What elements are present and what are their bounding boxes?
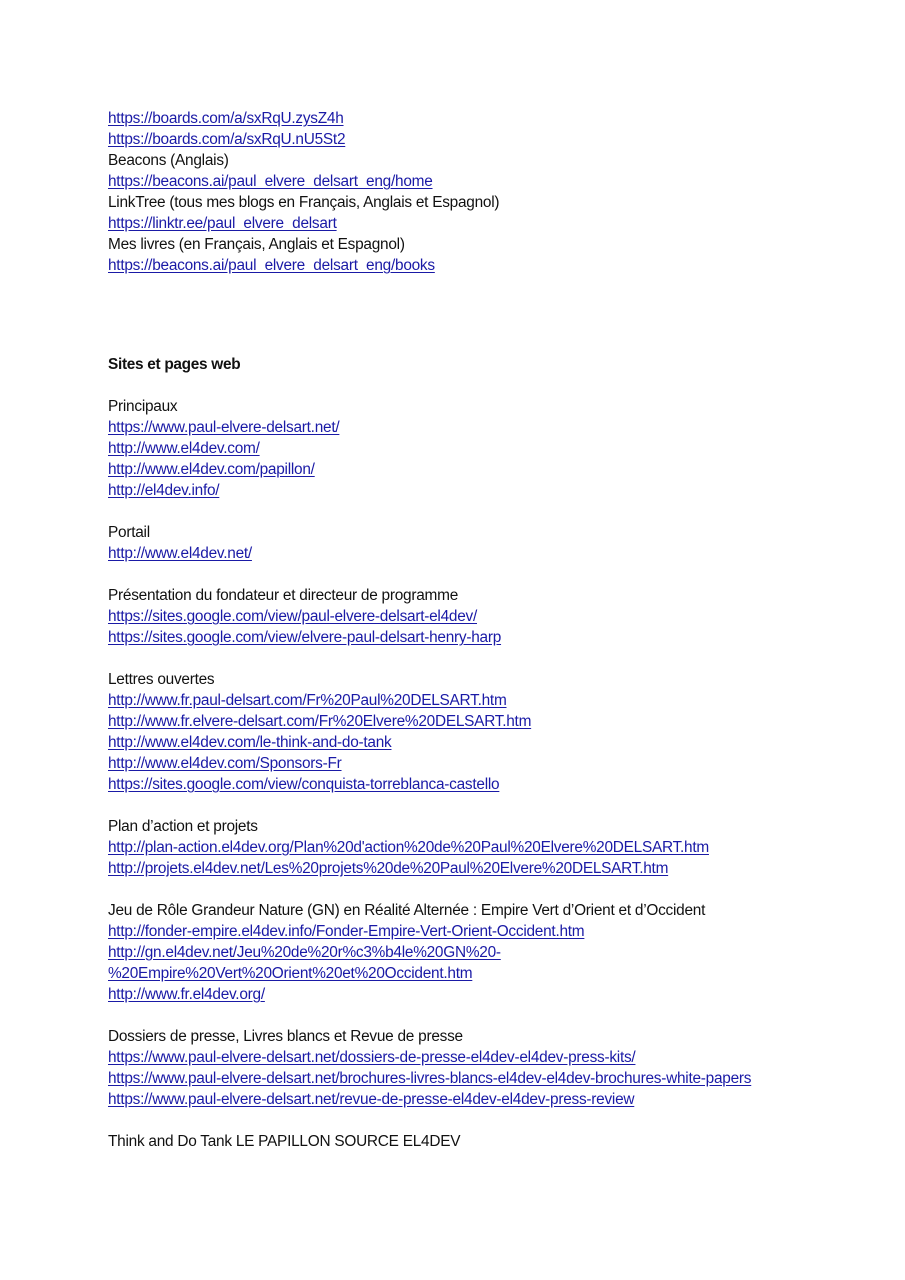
books-link[interactable]: https://beacons.ai/paul_elvere_delsart_eng/books xyxy=(108,257,435,274)
section-label-think-and-do-tank: Think and Do Tank LE PAPILLON SOURCE EL4DEV xyxy=(108,1133,461,1150)
linktree-label: LinkTree (tous mes blogs en Français, Anglais et Espagnol) xyxy=(108,194,500,211)
section-label-jeu-de-role: Jeu de Rôle Grandeur Nature (GN) en Réalité Alternée : Empire Vert d’Orient et d’Occident xyxy=(108,902,706,919)
section-link[interactable]: https://www.paul-elvere-delsart.net/revue-de-presse-el4dev-el4dev-press-review xyxy=(108,1091,635,1108)
section-link[interactable]: http://www.fr.el4dev.org/ xyxy=(108,986,265,1003)
section-link[interactable]: http://fonder-empire.el4dev.info/Fonder-Empire-Vert-Orient-Occident.htm xyxy=(108,923,585,940)
spacer xyxy=(108,276,888,354)
spacer xyxy=(108,1005,888,1026)
section-label-principaux: Principaux xyxy=(108,398,178,415)
boards-link-1[interactable]: https://boards.com/a/sxRqU.zysZ4h xyxy=(108,110,344,127)
section-link[interactable]: http://www.el4dev.com/le-think-and-do-tank xyxy=(108,734,392,751)
section-label-presentation: Présentation du fondateur et directeur de programme xyxy=(108,587,458,604)
spacer xyxy=(108,375,888,396)
section-heading: Sites et pages web xyxy=(108,356,241,373)
section-link[interactable]: http://gn.el4dev.net/Jeu%20de%20r%c3%b4le%20GN%20- xyxy=(108,944,501,961)
section-link[interactable]: https://sites.google.com/view/elvere-paul-delsart-henry-harp xyxy=(108,629,502,646)
beacons-label: Beacons (Anglais) xyxy=(108,152,229,169)
section-link[interactable]: http://projets.el4dev.net/Les%20projets%20de%20Paul%20Elvere%20DELSART.htm xyxy=(108,860,669,877)
section-link[interactable]: https://sites.google.com/view/paul-elvere-delsart-el4dev/ xyxy=(108,608,477,625)
boards-link-2[interactable]: https://boards.com/a/sxRqU.nU5St2 xyxy=(108,131,346,148)
section-link[interactable]: %20Empire%20Vert%20Orient%20et%20Occident.htm xyxy=(108,965,473,982)
section-label-lettres: Lettres ouvertes xyxy=(108,671,215,688)
section-link[interactable]: https://www.paul-elvere-delsart.net/dossiers-de-presse-el4dev-el4dev-press-kits/ xyxy=(108,1049,636,1066)
section-link[interactable]: http://www.el4dev.net/ xyxy=(108,545,252,562)
section-link[interactable]: http://el4dev.info/ xyxy=(108,482,220,499)
spacer xyxy=(108,795,888,816)
spacer xyxy=(108,879,888,900)
section-link[interactable]: http://www.fr.paul-delsart.com/Fr%20Paul%20DELSART.htm xyxy=(108,692,507,709)
spacer xyxy=(108,1110,888,1131)
section-link[interactable]: https://sites.google.com/view/conquista-torreblanca-castello xyxy=(108,776,500,793)
books-label: Mes livres (en Français, Anglais et Espagnol) xyxy=(108,236,405,253)
spacer xyxy=(108,564,888,585)
document-page xyxy=(108,108,888,1152)
spacer xyxy=(108,501,888,522)
section-link[interactable]: http://www.el4dev.com/ xyxy=(108,440,260,457)
section-label-portail: Portail xyxy=(108,524,150,541)
section-link[interactable]: https://www.paul-elvere-delsart.net/brochures-livres-blancs-el4dev-el4dev-brochures-white-papers xyxy=(108,1070,752,1087)
beacons-link[interactable]: https://beacons.ai/paul_elvere_delsart_eng/home xyxy=(108,173,433,190)
section-link[interactable]: http://www.el4dev.com/Sponsors-Fr xyxy=(108,755,342,772)
linktree-link[interactable]: https://linktr.ee/paul_elvere_delsart xyxy=(108,215,337,232)
section-link[interactable]: http://plan-action.el4dev.org/Plan%20d'action%20de%20Paul%20Elvere%20DELSART.htm xyxy=(108,839,709,856)
section-link[interactable]: http://www.fr.elvere-delsart.com/Fr%20Elvere%20DELSART.htm xyxy=(108,713,532,730)
section-label-dossiers-presse: Dossiers de presse, Livres blancs et Revue de presse xyxy=(108,1028,463,1045)
section-link[interactable]: http://www.el4dev.com/papillon/ xyxy=(108,461,315,478)
section-link[interactable]: https://www.paul-elvere-delsart.net/ xyxy=(108,419,340,436)
spacer xyxy=(108,648,888,669)
section-label-plan-action: Plan d’action et projets xyxy=(108,818,258,835)
